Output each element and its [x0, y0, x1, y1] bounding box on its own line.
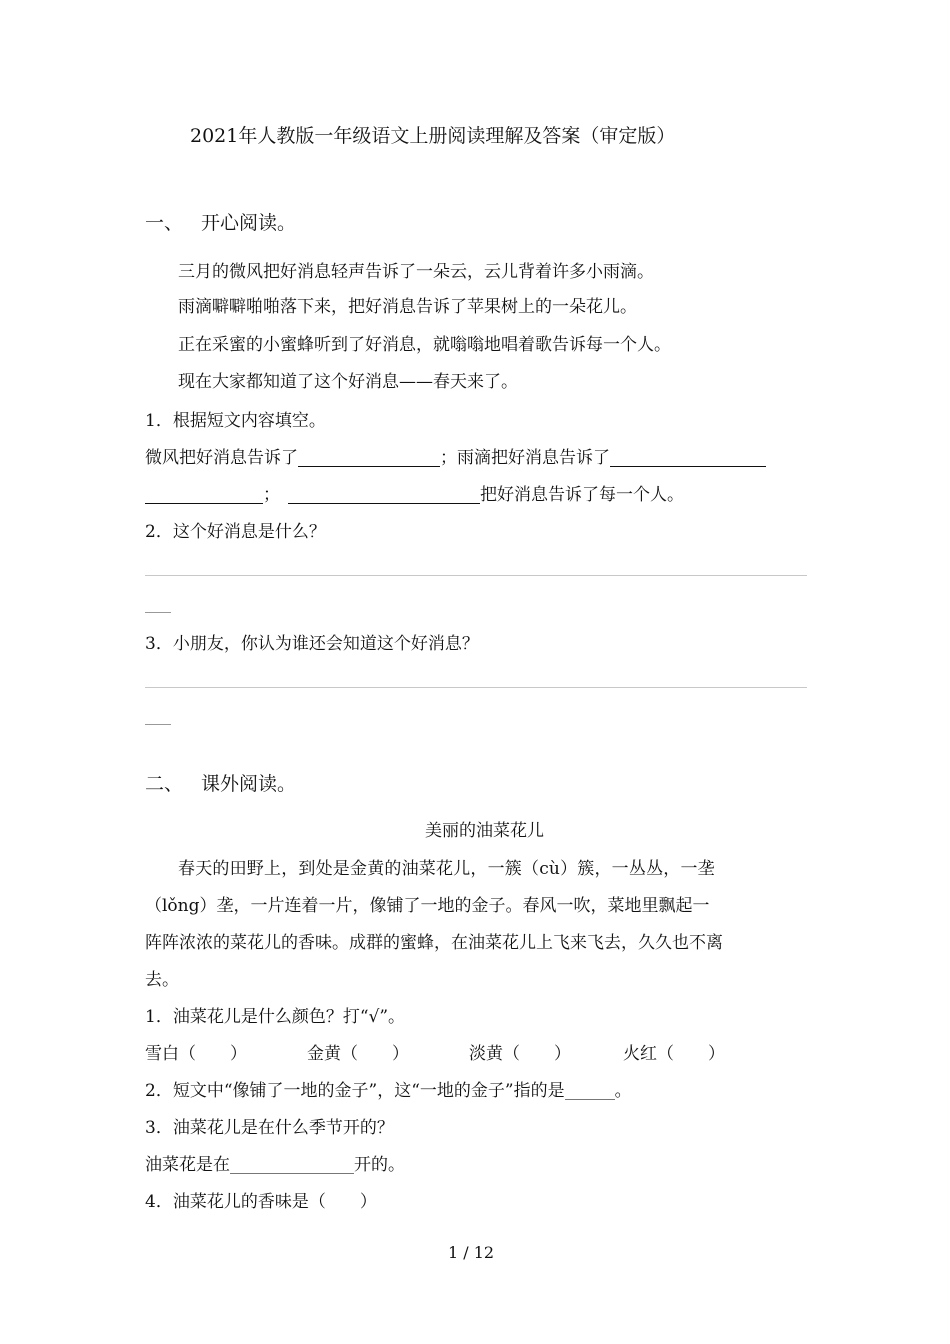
section1-q1-line2 [145, 483, 684, 507]
section2-passage-line: （lǒng）垄，一片连着一片，像铺了一地的金子。春风一吹，菜地里飘起一 [145, 896, 710, 916]
section1-passage-line: 雨滴噼噼啪啪落下来，把好消息告诉了苹果树上的一朵花儿。 [178, 297, 637, 317]
answer-blank[interactable] [145, 485, 263, 504]
q3-ans-text: 油菜花是在 [145, 1155, 230, 1175]
section2-number: 二、 [145, 773, 184, 795]
answer-line[interactable] [145, 687, 807, 688]
section2-passage-line: 春天的田野上，到处是金黄的油菜花儿，一簇（cù）簇，一丛丛，一垄 [178, 859, 715, 879]
section2-passage-line: 去。 [145, 970, 179, 990]
q3-ans-end: 开的。 [354, 1155, 405, 1175]
page-number: 1 / 12 [448, 1243, 495, 1262]
section2-heading: 课外阅读。 [201, 773, 297, 795]
section1-heading: 开心阅读。 [201, 212, 297, 234]
q1-line1-text: 微风把好消息告诉了 [145, 448, 298, 468]
story-title: 美丽的油菜花儿 [425, 821, 544, 841]
section2-q3-answer [145, 1153, 405, 1177]
section1-passage-line: 三月的微风把好消息轻声告诉了一朵云，云儿背着许多小雨滴。 [178, 262, 654, 282]
section2-passage-line: 阵阵浓浓的菜花儿的香味。成群的蜜蜂，在油菜花儿上飞来飞去，久久也不离 [145, 933, 723, 953]
section2-question-3: 3．油菜花儿是在什么季节开的？ [145, 1118, 394, 1138]
q1-line1-sep: ；雨滴把好消息告诉了 [440, 448, 610, 468]
color-option[interactable]: 火红（ ） [623, 1044, 725, 1064]
answer-blank[interactable] [610, 448, 766, 467]
answer-blank[interactable] [565, 1081, 615, 1100]
section1-q1-line1 [145, 446, 766, 470]
color-option[interactable]: 雪白（ ） [145, 1044, 247, 1064]
q2-text: 2．短文中“像铺了一地的金子”，这“一地的金子”指的是 [145, 1081, 565, 1101]
section1-passage-line: 正在采蜜的小蜜蜂听到了好消息，就嗡嗡地唱着歌告诉每一个人。 [178, 335, 671, 355]
section2-question-4: 4．油菜花儿的香味是（ ） [145, 1192, 377, 1212]
document-title: 2021年人教版一年级语文上册阅读理解及答案（审定版） [190, 125, 676, 147]
color-option[interactable]: 淡黄（ ） [469, 1044, 571, 1064]
answer-line-end [145, 612, 171, 613]
section1-passage-line: 现在大家都知道了这个好消息——春天来了。 [178, 372, 518, 392]
answer-line[interactable] [145, 575, 807, 576]
answer-blank[interactable] [288, 485, 480, 504]
section1-number: 一、 [145, 212, 184, 234]
section1-question-2: 2．这个好消息是什么？ [145, 522, 326, 542]
q1-line2-sep: ； [263, 485, 280, 505]
answer-blank[interactable] [230, 1155, 354, 1174]
q2-end: 。 [614, 1081, 632, 1101]
color-option[interactable]: 金黄（ ） [307, 1044, 409, 1064]
q1-line2-end: 把好消息告诉了每一个人。 [480, 485, 684, 505]
section1-question-1: 1．根据短文内容填空。 [145, 411, 326, 431]
answer-blank[interactable] [298, 448, 440, 467]
section2-question-1: 1．油菜花儿是什么颜色？打“√”。 [145, 1007, 406, 1027]
section1-question-3: 3．小朋友，你认为谁还会知道这个好消息？ [145, 634, 479, 654]
section2-question-2 [145, 1079, 632, 1103]
answer-line-end [145, 724, 171, 725]
